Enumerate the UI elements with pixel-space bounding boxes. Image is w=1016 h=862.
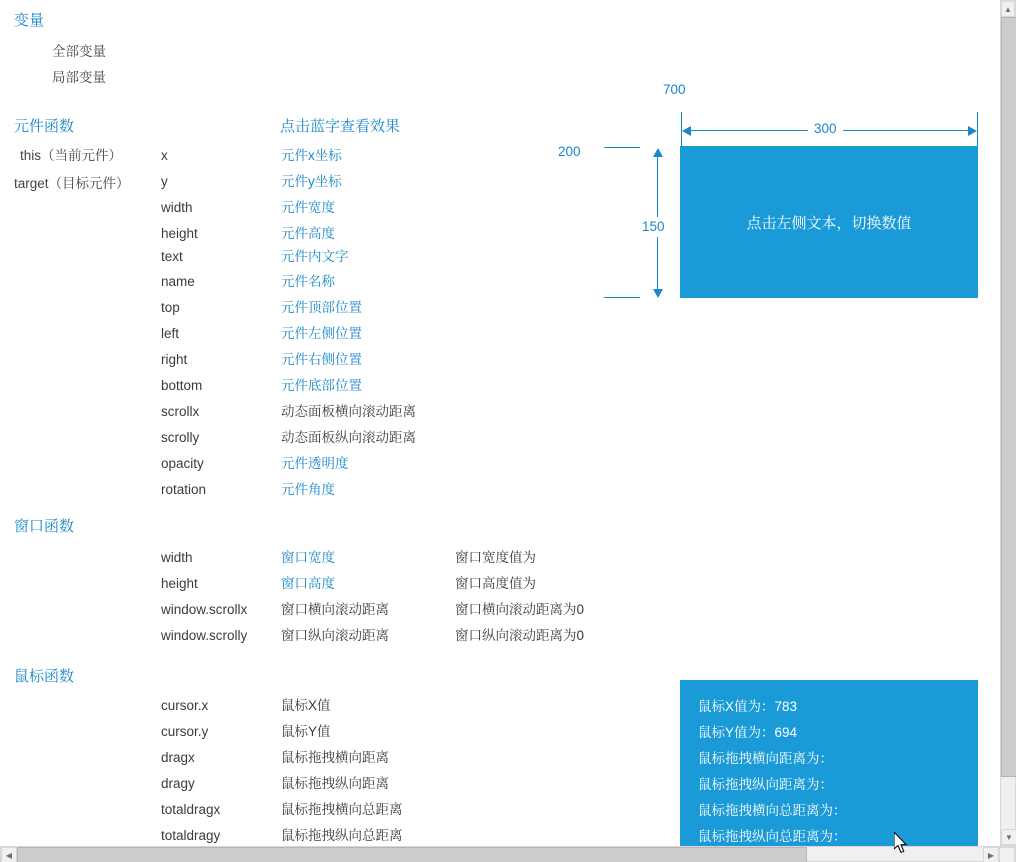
- section-title-variables[interactable]: 变量: [14, 12, 45, 29]
- dimension-value-width: 300: [808, 121, 843, 137]
- window-value-scrolly: 窗口纵向滚动距离为0: [455, 628, 585, 643]
- window-prop-scrollx: window.scrollx: [161, 602, 248, 617]
- prop-y: y: [161, 174, 168, 189]
- mouse-desc-cursor-y: 鼠标Y值: [281, 724, 331, 739]
- horizontal-scrollbar-thumb[interactable]: [17, 847, 807, 862]
- dimension-label-left: 200: [558, 144, 581, 159]
- desc-left[interactable]: 元件左侧位置: [281, 326, 362, 341]
- dimension-arrow-left-icon: [682, 126, 691, 136]
- prop-bottom: bottom: [161, 378, 203, 393]
- vertical-scrollbar[interactable]: [1000, 0, 1016, 846]
- mouse-prop-cursor-x: cursor.x: [161, 698, 209, 713]
- mouse-info-panel: [680, 680, 978, 850]
- demo-blue-box[interactable]: [680, 146, 978, 298]
- prop-top: top: [161, 300, 180, 315]
- dimension-tick-bottom: [604, 297, 640, 298]
- desc-y[interactable]: 元件y坐标: [281, 174, 342, 189]
- scroll-up-button[interactable]: ▲: [1001, 1, 1015, 17]
- desc-scrollx: 动态面板横向滚动距离: [281, 404, 416, 419]
- dimension-arrow-right-icon: [968, 126, 977, 136]
- scrollbar-corner: [999, 847, 1015, 862]
- section-title-mouse-functions[interactable]: 鼠标函数: [14, 668, 75, 685]
- dimension-label-top: 700: [663, 82, 686, 97]
- desc-height[interactable]: 元件高度: [281, 226, 335, 241]
- prop-width: width: [161, 200, 193, 215]
- mouse-desc-dragy: 鼠标拖拽纵向距离: [281, 776, 389, 791]
- mouse-prop-dragx: dragx: [161, 750, 195, 765]
- mouse-info-cursor-y: 鼠标Y值为：694: [698, 725, 798, 740]
- mouse-prop-dragy: dragy: [161, 776, 195, 791]
- prop-name: name: [161, 274, 195, 289]
- prop-right: right: [161, 352, 188, 367]
- mouse-cursor-icon: [894, 832, 908, 854]
- prop-rotation: rotation: [161, 482, 207, 497]
- desc-bottom[interactable]: 元件底部位置: [281, 378, 362, 393]
- section-title-widget-functions[interactable]: 元件函数: [14, 118, 75, 135]
- mouse-prop-totaldragx: totaldragx: [161, 802, 221, 817]
- dimension-arrow-down-icon: [653, 289, 663, 298]
- dimension-arrow-up-icon: [653, 148, 663, 157]
- window-prop-scrolly: window.scrolly: [161, 628, 248, 643]
- mouse-info-totaldragx: 鼠标拖拽横向总距离为：: [698, 803, 847, 818]
- mouse-prop-cursor-y: cursor.y: [161, 724, 209, 739]
- dimension-tick-right: [977, 112, 978, 146]
- dimension-tick-top: [604, 147, 640, 148]
- scroll-right-button[interactable]: ▶: [983, 847, 999, 862]
- mouse-info-dragx: 鼠标拖拽横向距离为：: [698, 751, 833, 766]
- window-desc-scrollx: 窗口横向滚动距离: [281, 602, 389, 617]
- window-value-width: 窗口宽度值为: [455, 550, 536, 565]
- prop-text: text: [161, 249, 183, 264]
- widget-target-target[interactable]: target（目标元件）: [14, 176, 130, 191]
- horizontal-scrollbar[interactable]: [0, 846, 1016, 862]
- desc-scrolly: 动态面板纵向滚动距离: [281, 430, 416, 445]
- desc-width[interactable]: 元件宽度: [281, 200, 335, 215]
- prop-left: left: [161, 326, 180, 341]
- window-prop-height: height: [161, 576, 198, 591]
- desc-text[interactable]: 元件内文字: [281, 249, 349, 264]
- desc-x[interactable]: 元件x坐标: [281, 148, 342, 163]
- mouse-info-dragy: 鼠标拖拽纵向距离为：: [698, 777, 833, 792]
- widget-target-this[interactable]: this（当前元件）: [20, 148, 123, 163]
- scroll-down-button[interactable]: ▼: [1001, 829, 1016, 845]
- mouse-prop-totaldragy: totaldragy: [161, 828, 221, 843]
- window-desc-height[interactable]: 窗口高度: [281, 576, 335, 591]
- vertical-scrollbar-thumb[interactable]: [1001, 17, 1016, 777]
- desc-name[interactable]: 元件名称: [281, 274, 335, 289]
- prop-scrolly: scrolly: [161, 430, 200, 445]
- window-desc-width[interactable]: 窗口宽度: [281, 550, 335, 565]
- scroll-left-button[interactable]: ◀: [1, 847, 17, 862]
- section-title-window-functions[interactable]: 窗口函数: [14, 518, 75, 535]
- window-value-scrollx: 窗口横向滚动距离为0: [455, 602, 585, 617]
- desc-top[interactable]: 元件顶部位置: [281, 300, 362, 315]
- dimension-value-height: 150: [640, 217, 667, 237]
- mouse-desc-dragx: 鼠标拖拽横向距离: [281, 750, 389, 765]
- prop-x: x: [161, 148, 168, 163]
- desc-opacity[interactable]: 元件透明度: [281, 456, 349, 471]
- window-prop-width: width: [161, 550, 193, 565]
- window-desc-scrolly: 窗口纵向滚动距离: [281, 628, 389, 643]
- hint-click-blue-text: 点击蓝字查看效果: [280, 118, 401, 135]
- mouse-desc-totaldragx: 鼠标拖拽横向总距离: [281, 802, 403, 817]
- prop-opacity: opacity: [161, 456, 204, 471]
- mouse-desc-cursor-x: 鼠标X值: [281, 698, 331, 713]
- demo-box-text: 点击左侧文本，切换数值: [746, 214, 912, 232]
- variables-item-all[interactable]: 全部变量: [52, 44, 106, 59]
- variables-item-local[interactable]: 局部变量: [52, 70, 106, 85]
- mouse-info-totaldragy: 鼠标拖拽纵向总距离为：: [698, 829, 847, 844]
- prop-height: height: [161, 226, 198, 241]
- window-value-height: 窗口高度值为: [455, 576, 536, 591]
- desc-right[interactable]: 元件右侧位置: [281, 352, 362, 367]
- mouse-desc-totaldragy: 鼠标拖拽纵向总距离: [281, 828, 403, 843]
- prop-scrollx: scrollx: [161, 404, 200, 419]
- mouse-info-cursor-x: 鼠标X值为：783: [698, 699, 798, 714]
- desc-rotation[interactable]: 元件角度: [281, 482, 335, 497]
